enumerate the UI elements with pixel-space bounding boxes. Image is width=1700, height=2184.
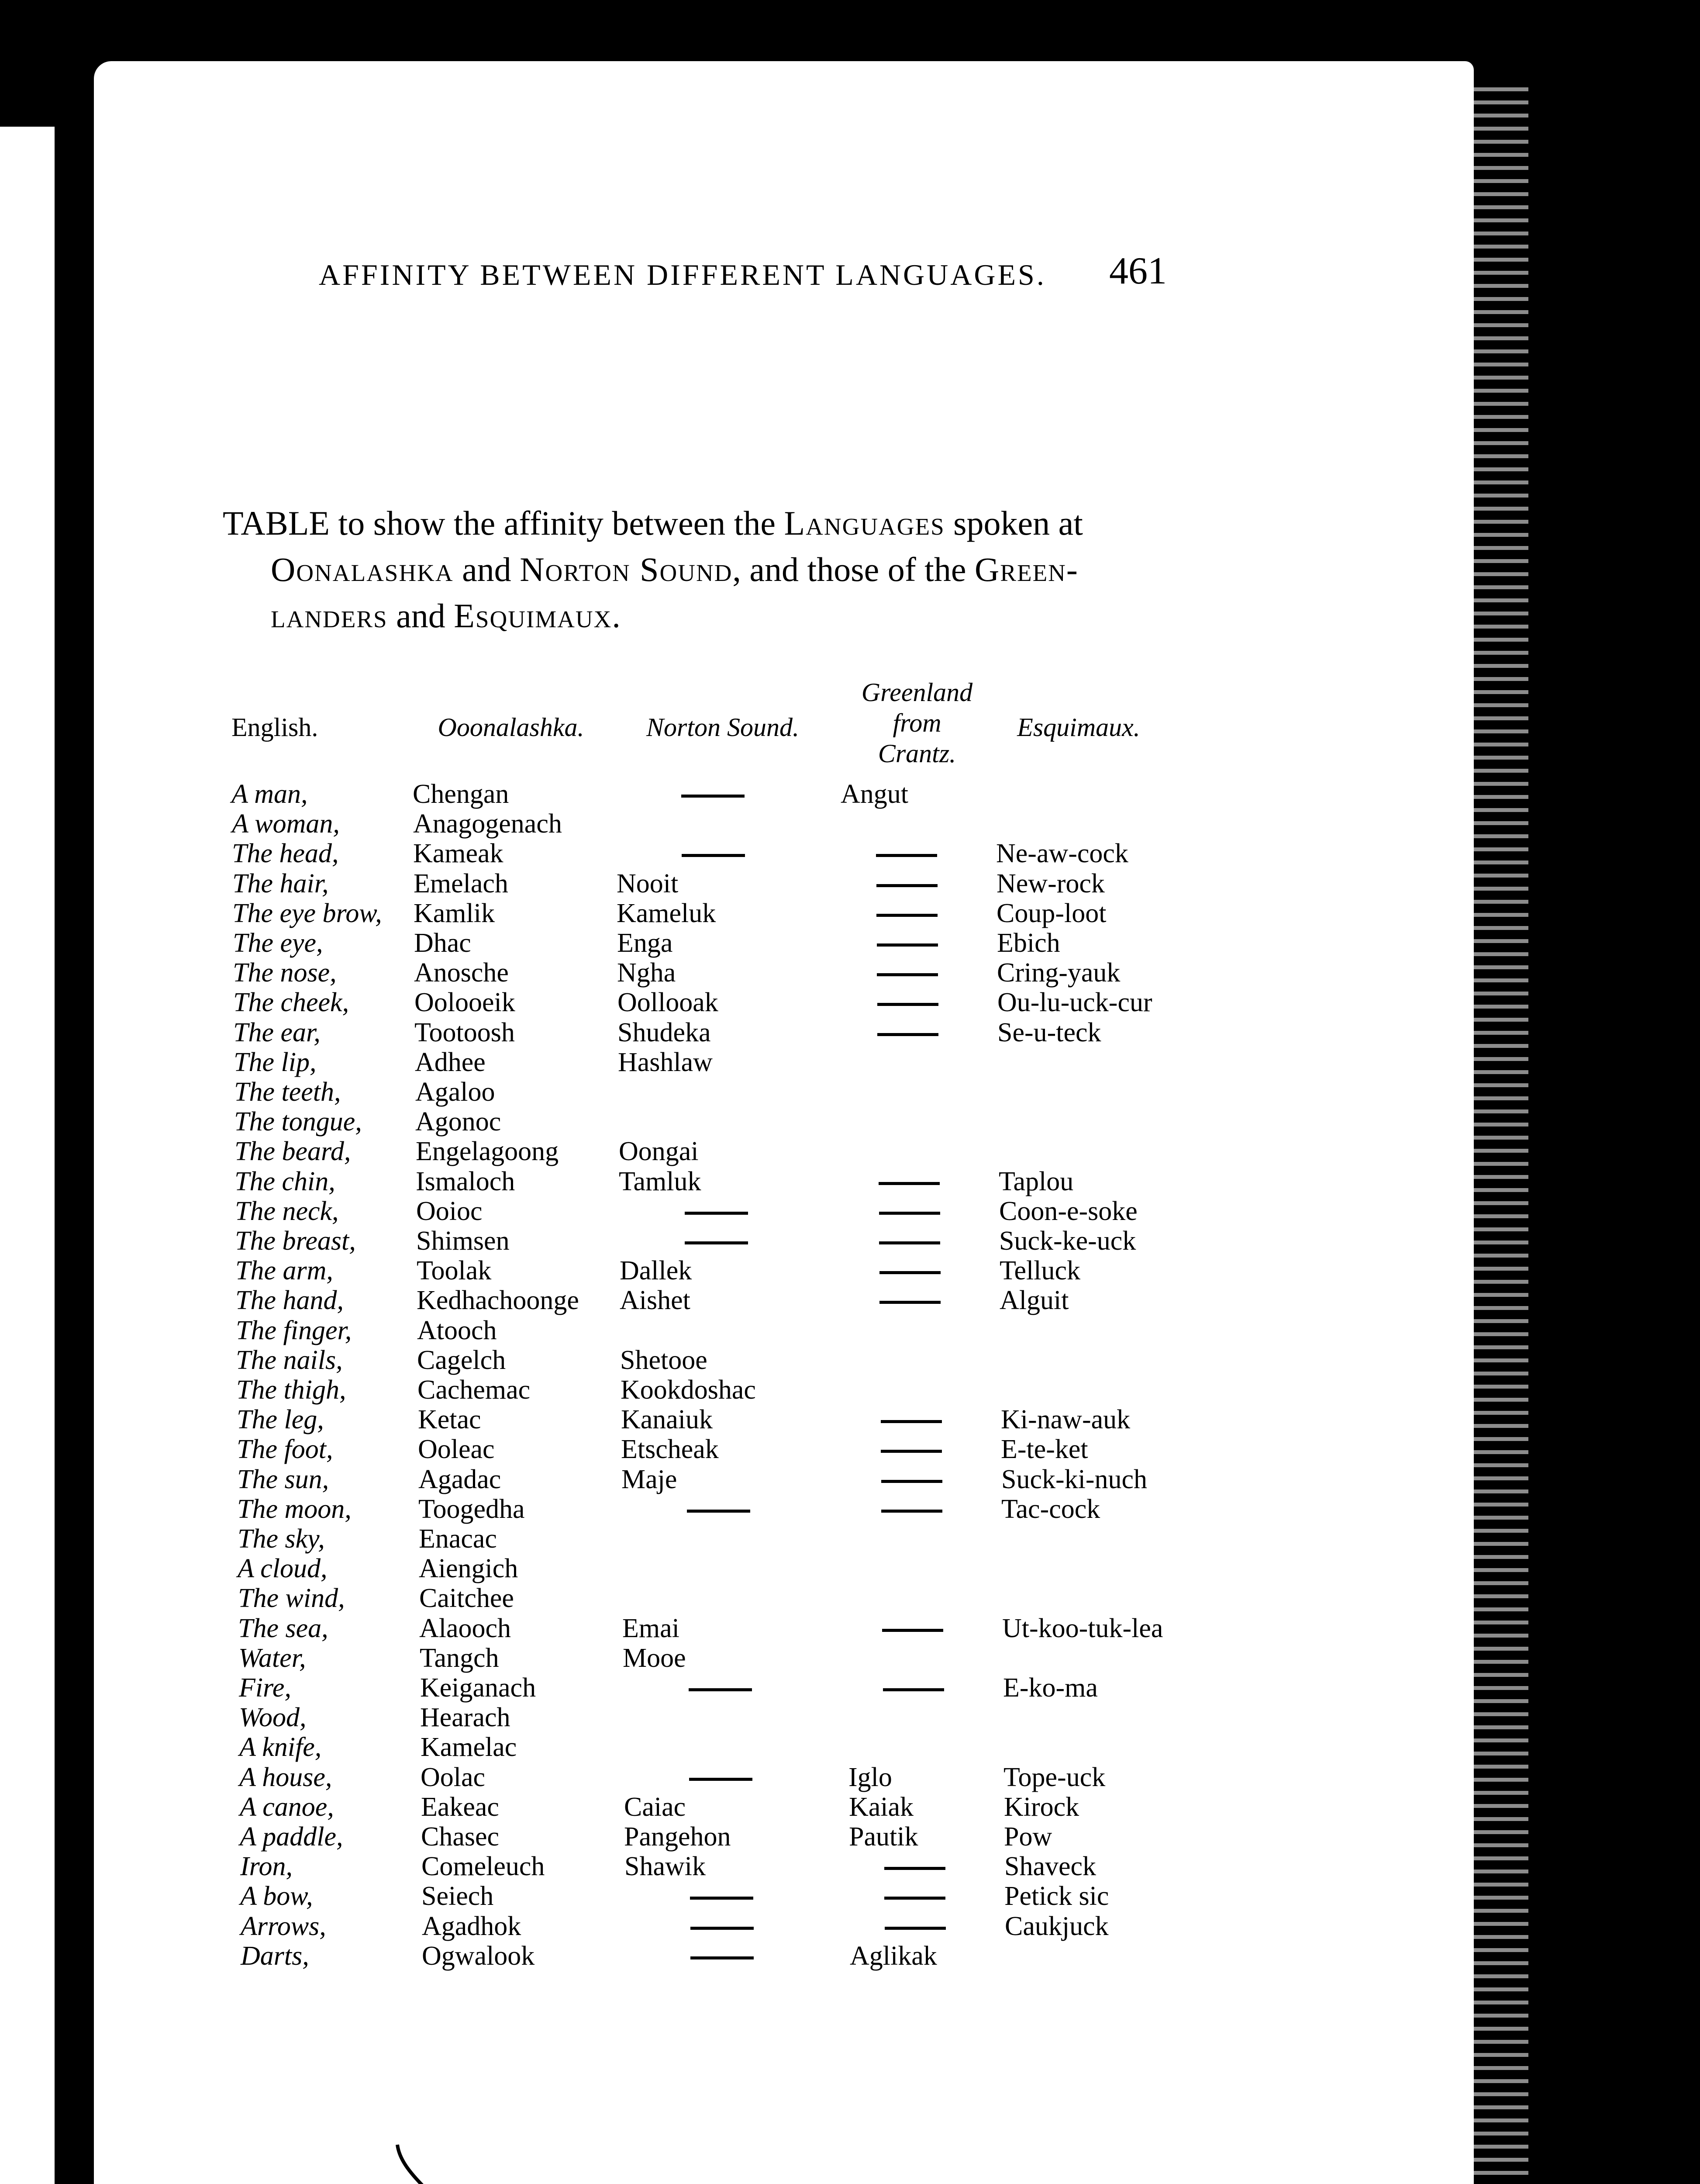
cell-english: The breast, bbox=[235, 1226, 356, 1256]
cell-oonalashka: Enacac bbox=[419, 1524, 497, 1554]
cell-english: A woman, bbox=[232, 809, 340, 839]
cell-english: The sky, bbox=[238, 1524, 325, 1554]
cell-english: The head, bbox=[232, 839, 339, 868]
cell-oonalashka: Toogedha bbox=[418, 1494, 525, 1524]
cell-oonalashka: Engelagoong bbox=[416, 1137, 559, 1166]
cell-english: The wind, bbox=[238, 1583, 345, 1613]
cell-oonalashka: Ismaloch bbox=[416, 1167, 515, 1196]
cell-oonalashka: Ketac bbox=[418, 1405, 481, 1434]
cell-english: Water, bbox=[238, 1643, 306, 1673]
cell-english: The sun, bbox=[237, 1465, 329, 1494]
cell-norton-sound-dash bbox=[690, 1927, 754, 1930]
cell-oonalashka: Caitchee bbox=[419, 1583, 514, 1613]
cell-esquimaux: Taplou bbox=[999, 1167, 1074, 1196]
cell-english: The finger, bbox=[236, 1316, 352, 1345]
cell-oonalashka: Kamelac bbox=[421, 1732, 517, 1762]
caption-smallcaps: Oonalashka bbox=[271, 550, 454, 588]
cell-oonalashka: Cachemac bbox=[417, 1375, 531, 1405]
cell-esquimaux: Pow bbox=[1004, 1822, 1052, 1852]
cell-norton-sound: Shetooe bbox=[620, 1345, 707, 1375]
cell-greenland-dash bbox=[879, 1301, 941, 1304]
cell-english: A cloud, bbox=[238, 1554, 328, 1583]
cell-norton-sound: Aishet bbox=[620, 1286, 690, 1315]
cell-greenland-dash bbox=[876, 854, 937, 857]
caption-text: and bbox=[387, 597, 454, 635]
cell-oonalashka: Dhac bbox=[414, 928, 471, 958]
cell-norton-sound-dash bbox=[689, 1778, 752, 1781]
cell-norton-sound-dash bbox=[681, 795, 745, 798]
cell-norton-sound: Oongai bbox=[619, 1137, 699, 1166]
cell-norton-sound-dash bbox=[682, 854, 745, 857]
cell-oonalashka: Oolooeik bbox=[414, 988, 515, 1017]
cell-esquimaux: E-te-ket bbox=[1001, 1434, 1088, 1464]
cell-english: The lip, bbox=[234, 1047, 317, 1077]
cell-english: The sea, bbox=[238, 1614, 328, 1643]
cell-norton-sound: Hashlaw bbox=[618, 1047, 713, 1077]
cell-esquimaux: Caukjuck bbox=[1005, 1911, 1109, 1941]
cell-oonalashka: Aiengich bbox=[419, 1554, 518, 1583]
cell-esquimaux: Alguit bbox=[1000, 1286, 1069, 1315]
cell-norton-sound: Emai bbox=[622, 1614, 679, 1643]
cell-esquimaux: Coon-e-soke bbox=[999, 1196, 1138, 1226]
cell-greenland-dash bbox=[881, 1450, 942, 1453]
cell-oonalashka: Anosche bbox=[414, 958, 509, 988]
cell-english: A man, bbox=[231, 779, 308, 809]
cell-esquimaux: Telluck bbox=[1000, 1256, 1081, 1286]
page-number: 461 bbox=[1109, 250, 1167, 292]
cell-oonalashka: Oolac bbox=[421, 1762, 486, 1792]
cell-oonalashka: Seiech bbox=[421, 1881, 494, 1911]
column-header-esquimaux: Esquimaux. bbox=[1017, 713, 1140, 742]
cell-oonalashka: Chengan bbox=[413, 779, 509, 809]
cell-esquimaux: Tac-cock bbox=[1001, 1494, 1100, 1524]
column-header-oonalashka: Ooonalashka. bbox=[438, 713, 584, 742]
cell-english: The leg, bbox=[237, 1405, 324, 1434]
cell-english: The ear, bbox=[233, 1018, 321, 1047]
cell-greenland-dash bbox=[879, 1241, 940, 1244]
cell-english: The foot, bbox=[237, 1434, 333, 1464]
cell-norton-sound: Kanaiuk bbox=[621, 1405, 713, 1434]
cell-esquimaux: New-rock bbox=[997, 869, 1105, 898]
pencil-mark bbox=[384, 2140, 472, 2184]
cell-greenland-dash bbox=[877, 943, 938, 947]
cell-greenland-dash bbox=[879, 1182, 940, 1185]
cell-greenland-dash bbox=[885, 1927, 946, 1930]
cell-oonalashka: Hearach bbox=[420, 1703, 510, 1732]
column-header-english: English. bbox=[231, 713, 318, 742]
caption-smallcaps: Green- bbox=[974, 550, 1079, 588]
cell-greenland-dash bbox=[876, 914, 938, 917]
cell-norton-sound: Kameluk bbox=[617, 898, 716, 928]
cell-english: The hand, bbox=[235, 1286, 344, 1315]
cell-english: The cheek, bbox=[233, 988, 349, 1017]
cell-norton-sound: Etscheak bbox=[621, 1434, 719, 1464]
cell-greenland: Iglo bbox=[848, 1762, 892, 1792]
cell-norton-sound-dash bbox=[685, 1241, 748, 1244]
cell-english: The neck, bbox=[235, 1196, 339, 1226]
cell-english: A paddle, bbox=[240, 1822, 343, 1852]
cell-esquimaux: Shaveck bbox=[1004, 1852, 1097, 1881]
cell-esquimaux: E-ko-ma bbox=[1003, 1673, 1098, 1703]
cell-english: Darts, bbox=[241, 1941, 309, 1971]
cell-greenland-dash bbox=[879, 1271, 941, 1274]
cell-english: The eye, bbox=[233, 928, 323, 958]
cell-oonalashka: Eakeac bbox=[421, 1792, 499, 1822]
cell-oonalashka: Tootoosh bbox=[414, 1018, 515, 1047]
cell-oonalashka: Agonoc bbox=[415, 1107, 501, 1137]
cell-oonalashka: Ogwalook bbox=[422, 1941, 535, 1971]
cell-english: The arm, bbox=[235, 1256, 333, 1286]
running-head-title: AFFINITY BETWEEN DIFFERENT LANGUAGES. bbox=[319, 258, 1046, 291]
cell-english: Wood, bbox=[239, 1703, 307, 1732]
cell-esquimaux: Ou-lu-uck-cur bbox=[997, 988, 1152, 1017]
cell-greenland-dash bbox=[877, 1003, 938, 1006]
cell-oonalashka: Emelach bbox=[414, 869, 508, 898]
cell-oonalashka: Kameak bbox=[413, 839, 503, 868]
cell-oonalashka: Ooioc bbox=[416, 1196, 483, 1226]
cell-english: The nails, bbox=[236, 1345, 343, 1375]
cell-oonalashka: Agadhok bbox=[422, 1911, 521, 1941]
cell-norton-sound: Maje bbox=[621, 1465, 677, 1494]
cell-greenland-dash bbox=[877, 1033, 938, 1036]
cell-english: Iron, bbox=[240, 1852, 293, 1881]
cell-oonalashka: Kamlik bbox=[414, 898, 495, 928]
cell-esquimaux: Ne-aw-cock bbox=[996, 839, 1128, 868]
caption-text: spoken at bbox=[945, 504, 1083, 542]
cell-esquimaux: Ut-koo-tuk-lea bbox=[1002, 1614, 1163, 1643]
cell-esquimaux: Cring-yauk bbox=[997, 958, 1121, 988]
cell-oonalashka: Adhee bbox=[415, 1047, 486, 1077]
cell-english: Fire, bbox=[239, 1673, 291, 1703]
cell-greenland-dash bbox=[882, 1629, 943, 1632]
cell-greenland-dash bbox=[876, 884, 938, 887]
cell-norton-sound: Shawik bbox=[624, 1852, 706, 1881]
cell-norton-sound-dash bbox=[689, 1688, 752, 1691]
cell-oonalashka: Anagogenach bbox=[413, 809, 562, 839]
caption-text: TABLE to show the affinity between the bbox=[223, 504, 784, 542]
cell-greenland: Angut bbox=[841, 779, 908, 809]
cell-oonalashka: Chasec bbox=[421, 1822, 500, 1852]
cell-esquimaux: Tope-uck bbox=[1003, 1762, 1106, 1792]
cell-english: The chin, bbox=[234, 1167, 335, 1196]
cell-oonalashka: Cagelch bbox=[417, 1345, 506, 1375]
cell-greenland: Aglikak bbox=[850, 1941, 937, 1971]
cell-norton-sound: Caiac bbox=[624, 1792, 686, 1822]
cell-norton-sound: Kookdoshac bbox=[621, 1375, 756, 1405]
cell-esquimaux: Se-u-teck bbox=[997, 1018, 1101, 1047]
cell-norton-sound: Ngha bbox=[617, 958, 676, 988]
caption-smallcaps: Norton Sound bbox=[520, 550, 733, 588]
cell-english: The hair, bbox=[232, 869, 329, 898]
cell-english: A knife, bbox=[239, 1732, 322, 1762]
cell-esquimaux: Kirock bbox=[1004, 1792, 1079, 1822]
cell-esquimaux: Ebich bbox=[997, 928, 1060, 958]
cell-norton-sound: Oollooak bbox=[617, 988, 718, 1017]
cell-norton-sound-dash bbox=[690, 1956, 754, 1959]
cell-oonalashka: Shimsen bbox=[416, 1226, 510, 1256]
cell-greenland: Kaiak bbox=[849, 1792, 914, 1822]
cell-norton-sound: Dallek bbox=[620, 1256, 692, 1286]
caption-smallcaps: landers bbox=[271, 597, 388, 635]
cell-oonalashka: Atooch bbox=[417, 1316, 497, 1345]
cell-greenland-dash bbox=[881, 1510, 942, 1513]
cell-oonalashka: Comeleuch bbox=[421, 1852, 545, 1881]
cell-norton-sound: Shudeka bbox=[617, 1018, 711, 1047]
cell-norton-sound-dash bbox=[687, 1510, 750, 1513]
cell-english: The eye brow, bbox=[232, 898, 382, 928]
cell-english: The beard, bbox=[234, 1137, 351, 1166]
column-header-norton-sound: Norton Sound. bbox=[646, 713, 800, 742]
cell-oonalashka: Ooleac bbox=[418, 1434, 495, 1464]
cell-oonalashka: Alaooch bbox=[419, 1614, 511, 1643]
cell-oonalashka: Kedhachoonge bbox=[417, 1286, 579, 1315]
cell-norton-sound: Enga bbox=[617, 928, 673, 958]
cell-english: The thigh, bbox=[236, 1375, 346, 1405]
cell-english: The moon, bbox=[237, 1494, 352, 1524]
cell-english: Arrows, bbox=[241, 1911, 326, 1941]
cell-english: The nose, bbox=[233, 958, 337, 988]
cell-esquimaux: Petick sic bbox=[1004, 1881, 1109, 1911]
cell-oonalashka: Keiganach bbox=[420, 1673, 536, 1703]
cell-oonalashka: Tangch bbox=[420, 1643, 499, 1673]
caption-smallcaps: Languages bbox=[784, 504, 945, 542]
cell-greenland-dash bbox=[881, 1480, 942, 1483]
cell-oonalashka: Agaloo bbox=[415, 1077, 495, 1107]
cell-esquimaux: Suck-ke-uck bbox=[999, 1226, 1136, 1256]
cell-english: A house, bbox=[239, 1762, 332, 1792]
cell-greenland-dash bbox=[884, 1897, 945, 1900]
cell-norton-sound: Pangehon bbox=[624, 1822, 731, 1852]
column-header-greenland-line: Greenland bbox=[861, 678, 973, 707]
cell-norton-sound-dash bbox=[690, 1897, 753, 1900]
cell-norton-sound: Nooit bbox=[617, 869, 679, 898]
cell-greenland-dash bbox=[884, 1867, 945, 1870]
cell-norton-sound: Tamluk bbox=[619, 1167, 701, 1196]
cell-greenland-dash bbox=[877, 973, 938, 976]
cell-norton-sound: Mooe bbox=[623, 1643, 686, 1673]
cell-greenland-dash bbox=[883, 1688, 944, 1691]
cell-greenland-dash bbox=[879, 1212, 940, 1215]
cell-english: The teeth, bbox=[234, 1077, 341, 1107]
caption-smallcaps: Esquimaux bbox=[454, 597, 612, 635]
cell-english: A bow, bbox=[240, 1881, 313, 1911]
cell-esquimaux: Coup-loot bbox=[997, 898, 1107, 928]
cell-greenland-dash bbox=[881, 1420, 942, 1423]
cell-esquimaux: Suck-ki-nuch bbox=[1001, 1465, 1148, 1494]
column-header-greenland-line: Crantz. bbox=[878, 739, 956, 768]
cell-english: The tongue, bbox=[234, 1107, 362, 1137]
caption-text: and bbox=[453, 550, 520, 588]
cell-oonalashka: Toolak bbox=[417, 1256, 492, 1286]
cell-oonalashka: Agadac bbox=[418, 1465, 501, 1494]
caption-text: , and those of the bbox=[732, 550, 975, 588]
cell-esquimaux: Ki-naw-auk bbox=[1001, 1405, 1131, 1434]
column-header-greenland-line: from bbox=[893, 708, 941, 737]
cell-greenland: Pautik bbox=[849, 1822, 918, 1852]
cell-english: A canoe, bbox=[240, 1792, 334, 1822]
caption-text: . bbox=[612, 597, 621, 635]
cell-norton-sound-dash bbox=[685, 1212, 748, 1215]
